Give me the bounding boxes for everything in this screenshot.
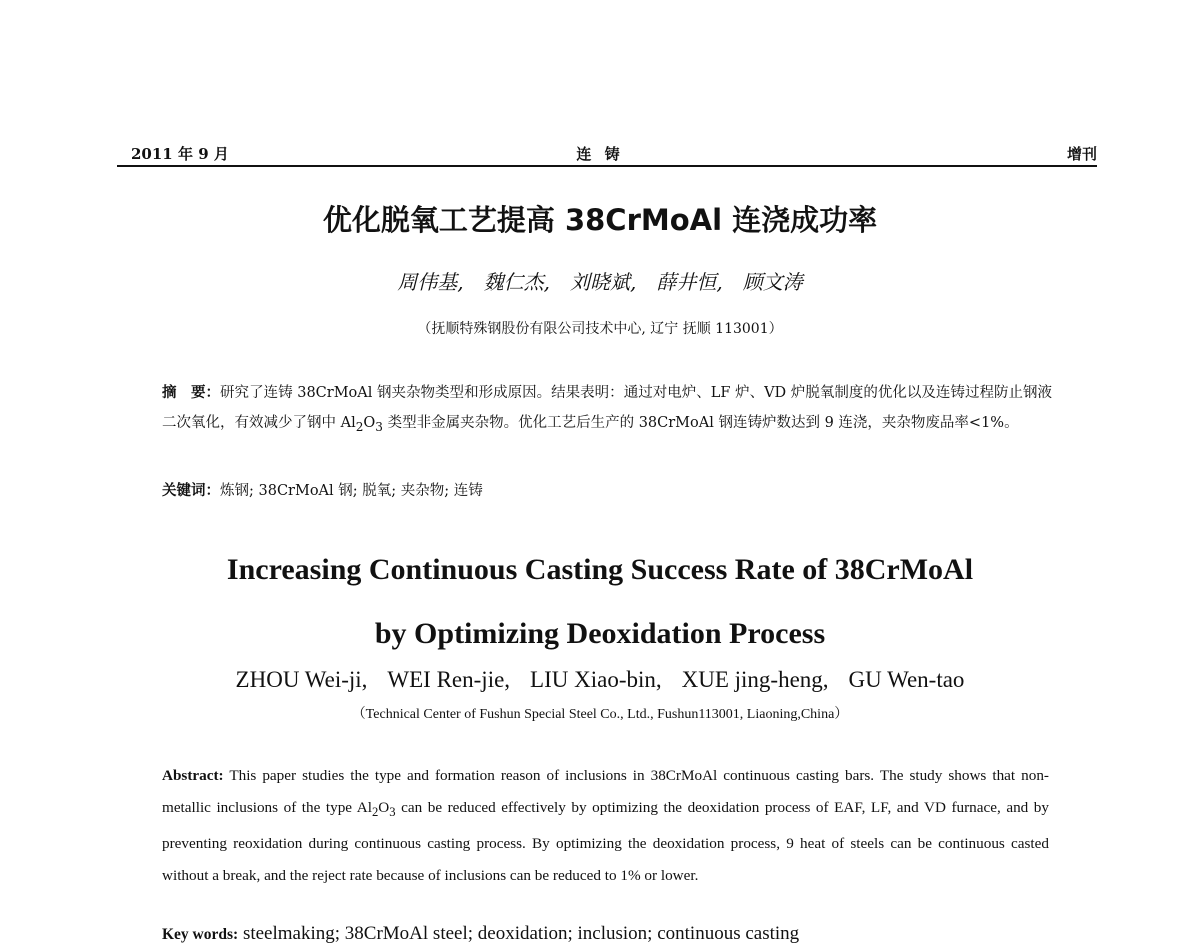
en-author: ZHOU Wei-ji,: [235, 667, 368, 692]
cn-abstract-label: 摘 要：: [162, 385, 221, 401]
en-authors: [0, 664, 1200, 696]
cn-affiliation: （抚顺特殊钢股份有限公司技术中心, 辽宁 抚顺 113001）: [417, 321, 783, 337]
en-title-line1: Increasing Continuous Casting Success Rate of 38CrMoAl: [226, 553, 974, 586]
header-journal: 连 铸: [576, 145, 624, 163]
header-date: 2011 年 9 月: [131, 145, 229, 163]
header-rule: [117, 165, 1097, 167]
en-abstract-text: This paper studies the type and formation reason of inclusions in 38CrMoAl continuous casting bars. The study shows that non-metallic inclusions of the type Al: [162, 767, 1049, 816]
cn-abstract: [162, 378, 1052, 442]
cn-author: 刘晓斌,: [570, 270, 637, 294]
cn-title: 优化脱氧工艺提高 38CrMoAl 连浇成功率: [322, 203, 878, 237]
en-abstract-text: can be reduced effectively by optimizing the deoxidation process of EAF, LF, and VD furnace, and by preventing reoxidation during continuous casting process. By optimizing the deoxidation process, 9 heat of steels can be continuous casted without a break, and the reject rate because of inclusions can be reduced to 1% or lower.: [162, 798, 1049, 884]
en-affiliation: （Technical Center of Fushun Special Steel Co., Ltd., Fushun113001, Liaoning,China）: [351, 707, 849, 722]
cn-abstract-sub: 2: [355, 419, 364, 434]
en-keywords: [162, 921, 799, 948]
cn-keywords-label: 关键词：: [162, 483, 220, 499]
en-abstract-text: O: [378, 798, 390, 816]
cn-author: 薛井恒,: [656, 270, 723, 294]
en-abstract-label: Abstract:: [162, 767, 224, 784]
cn-keywords-text: 炼钢; 38CrMoAl 钢; 脱氧; 夹杂物; 连铸: [220, 483, 483, 499]
en-keywords-label: Key words:: [162, 926, 239, 943]
cn-abstract-text: 类型非金属夹杂物。优化工艺后生产的 38CrMoAl 钢连铸炉数达到 9 连浇，夹杂物废品率<1%。: [382, 415, 1019, 431]
cn-author: 周伟基,: [397, 270, 464, 294]
en-author: XUE jing-heng,: [681, 667, 829, 692]
en-title-line2: by Optimizing Deoxidation Process: [374, 617, 826, 650]
cn-abstract-text: O: [363, 415, 376, 431]
cn-abstract-text: 研究了连铸 38CrMoAl 钢夹杂物类型和形成原因。结果表明：通过对电炉、LF 炉、VD 炉脱氧制度的优化以及连铸过程防止钢液二次氧化，有效减少了钢中 Al: [162, 385, 1052, 431]
en-abstract-sub: 2: [371, 804, 379, 819]
cn-keywords: [162, 476, 483, 506]
en-abstract: [162, 760, 1049, 891]
header-issue: 增刊: [1066, 145, 1097, 163]
cn-author: 魏仁杰,: [483, 270, 550, 294]
cn-author: 顾文涛: [742, 270, 803, 294]
en-author: GU Wen-tao: [848, 667, 965, 692]
cn-abstract-sub: 3: [375, 419, 383, 434]
en-author: LIU Xiao-bin,: [530, 667, 662, 692]
en-author: WEI Ren-jie,: [387, 667, 511, 692]
en-keywords-text: steelmaking; 38CrMoAl steel; deoxidation; inclusion; continuous casting: [238, 923, 800, 944]
cn-authors: [0, 268, 1200, 296]
en-abstract-sub: 3: [389, 804, 396, 819]
